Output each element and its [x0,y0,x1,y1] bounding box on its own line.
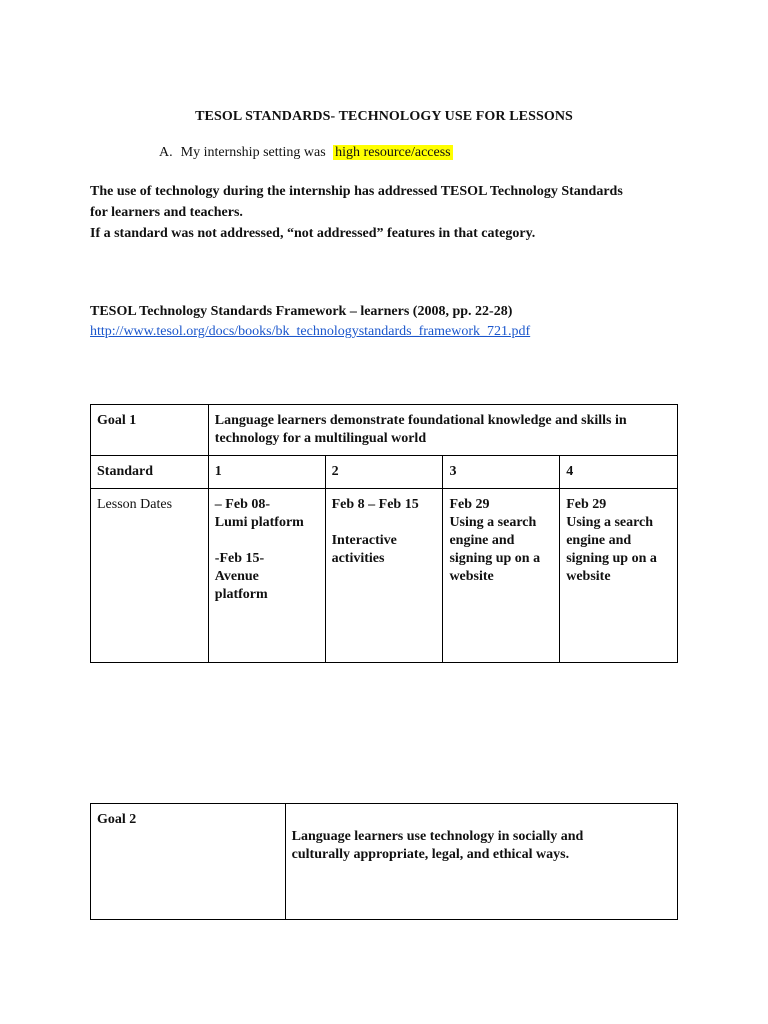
lesson-line: signing up on a [566,551,657,566]
goal1-label-cell [91,405,209,456]
intro-line: The use of technology during the internship has addressed TESOL Technology Standards [90,184,623,199]
list-marker: A. [159,145,173,160]
standard-label-cell: Standard [91,456,209,489]
lesson-line: -Feb 15- [214,551,265,566]
lesson-cell [560,489,678,663]
lesson-line: Feb 29 [449,497,490,512]
lesson-line: Interactive [331,533,397,548]
goal2-description-line: culturally appropriate, legal, and ethical ways. [291,847,570,862]
table-row [91,405,678,456]
standard-number-cell: 3 [443,456,560,489]
intro-line: If a standard was not addressed, “not addressed” features in that category. [90,226,536,241]
lesson-line: Using a search [449,515,537,530]
lesson-line: platform [214,587,268,602]
lesson-line: Avenue [214,569,259,584]
lesson-line: engine and [566,533,632,548]
framework-link[interactable]: http://www.tesol.org/docs/books/bk_technologystandards_framework_721.pdf [90,324,531,339]
goal1-description-line: Language learners demonstrate foundational knowledge and skills in [214,413,627,428]
lesson-line: Feb 29 [566,497,607,512]
lesson-cell [325,489,443,663]
lesson-cell [443,489,560,663]
lesson-line: website [449,569,494,584]
lesson-line: signing up on a [449,551,541,566]
lesson-spacer [215,532,319,550]
table-row [91,489,678,663]
goal1-description-line: technology for a multilingual world [214,431,427,446]
lesson-spacer [332,514,437,532]
setting-value-highlight: high resource/access [335,145,451,160]
goal2-description-cell [285,804,677,920]
table-row [91,456,678,489]
lesson-line: Feb 8 – Feb 15 [331,497,419,512]
standard-number-cell: 1 [208,456,325,489]
lesson-line: activities [331,551,385,566]
setting-label: My internship setting was [180,145,326,160]
lesson-line: Lumi platform [214,515,304,530]
lesson-dates-label-cell: Lesson Dates [91,489,209,663]
intro-paragraph [90,181,690,244]
lesson-cell [208,489,325,663]
framework-title: TESOL Technology Standards Framework – learners (2008, pp. 22-28) [90,304,513,319]
goal2-description-line: Language learners use technology in socially and [291,829,584,844]
lesson-line: website [566,569,611,584]
lesson-line: – Feb 08- [214,497,271,512]
goal2-label-cell [91,804,286,920]
page-title: TESOL STANDARDS- TECHNOLOGY USE FOR LESSONS [195,109,573,124]
goal1-table [90,404,678,663]
lesson-line: Using a search [566,515,654,530]
intro-line: for learners and teachers. [90,205,243,220]
standard-number-cell: 4 [560,456,678,489]
goal1-label: Goal 1 [97,413,137,428]
table-row [91,804,678,920]
lesson-line: engine and [449,533,515,548]
internship-setting-line [159,145,453,161]
goal2-table [90,803,678,920]
goal1-description-cell [208,405,677,456]
standard-number-cell: 2 [325,456,443,489]
goal2-label: Goal 2 [97,812,137,827]
